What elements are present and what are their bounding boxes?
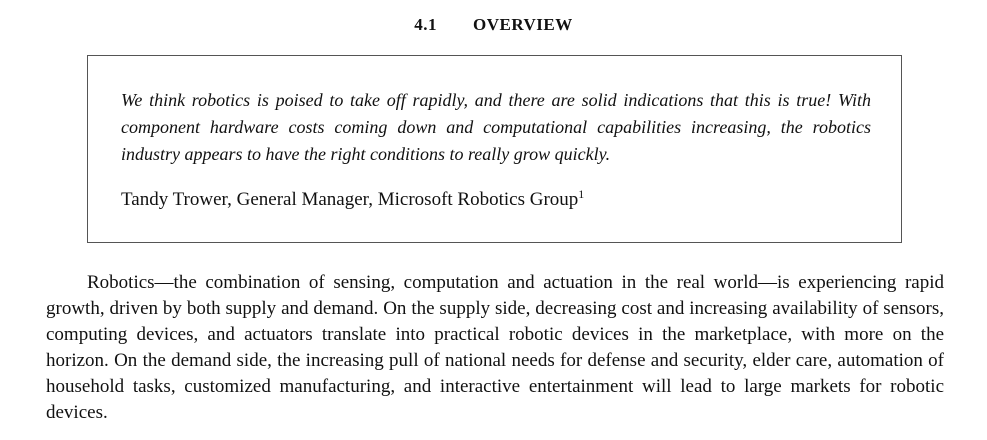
body-paragraph: Robotics—the combination of sensing, computation and actuation in the real world—is experiencing rapid growth, driven by both supply and demand. On the supply side, decreasing cost and increasing availability of sensors, computing devices, and actuators translate into practical robotic devices in the marketplace, with more on the horizon. On the demand side, the increasing pull of national needs for defense and security, elder care, automation of household tasks, customized manufacturing, and interactive entertainment will lead to large markets for robotic devices. [46, 272, 944, 423]
section-title: OVERVIEW [473, 15, 573, 34]
attribution-text: Tandy Trower, General Manager, Microsoft Robotics Group [121, 189, 579, 210]
quote-text: We think robotics is poised to take off rapidly, and there are solid indications that this is true! With component hardware costs coming down and computational capabilities increasing, the robotics industry appears to have the right conditions to really grow quickly. [121, 90, 871, 164]
section-number: 4.1 [414, 15, 437, 34]
section-heading [0, 15, 987, 35]
quote-attribution [121, 189, 584, 211]
footnote-marker[interactable]: 1 [578, 187, 585, 201]
quote-box [87, 55, 902, 243]
